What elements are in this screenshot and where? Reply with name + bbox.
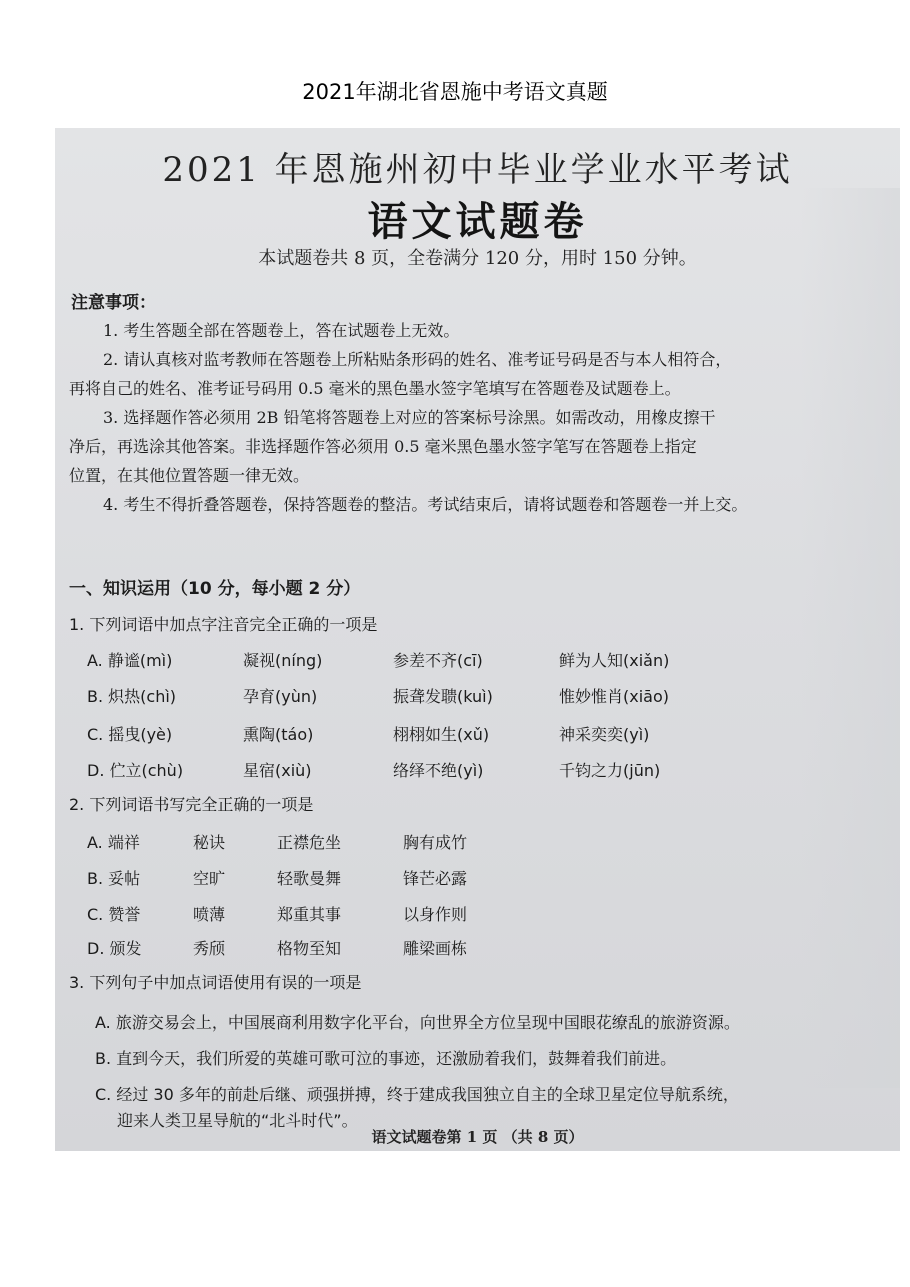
q3-option-c: C. 经过 30 多年的前赴后继、顽强拼搏，终于建成我国独立自主的全球卫星定位导航系统， xyxy=(95,1085,739,1104)
q2-c-term1: C. 赞誉 xyxy=(87,905,141,924)
q2-b-term4: 锋芒必露 xyxy=(403,869,468,888)
notice-item: 净后，再选涂其他答案。非选择题作答必须用 0.5 毫米黑色墨水签字笔写在答题卷上指定 xyxy=(69,437,697,456)
q2-a-term3: 正襟危坐 xyxy=(277,833,342,852)
q1-d-term3: 络绎不绝(yì) xyxy=(393,761,484,780)
notice-item: 再将自己的姓名、准考证号码用 0.5 毫米的黑色墨水签字笔填写在答题卷及试题卷上。 xyxy=(69,379,681,398)
q1-d-term2: 星宿(xiù) xyxy=(243,761,312,780)
q2-a-term4: 胸有成竹 xyxy=(403,833,468,852)
q2-d-term4: 雕梁画栋 xyxy=(403,939,468,958)
q2-c-term3: 郑重其事 xyxy=(277,905,342,924)
q1-c-term3: 栩栩如生(xǔ) xyxy=(393,725,490,744)
q2-d-term2: 秀颀 xyxy=(193,939,226,958)
q1-b-term3: 振聋发聩(kuì) xyxy=(393,687,493,706)
q1-d-term4: 千钧之力(jūn) xyxy=(559,761,661,780)
q2-b-term3: 轻歌曼舞 xyxy=(277,869,342,888)
q2-d-term3: 格物至知 xyxy=(277,939,342,958)
q1-c-term2: 熏陶(táo) xyxy=(243,725,314,744)
question-2-stem: 2. 下列词语书写完全正确的一项是 xyxy=(69,795,314,814)
q1-a-term2: 凝视(níng) xyxy=(243,651,323,670)
q2-b-term1: B. 妥帖 xyxy=(87,869,141,888)
q3-option-a: A. 旅游交易会上，中国展商利用数字化平台，向世界全方位呈现中国眼花缭乱的旅游资源。 xyxy=(95,1013,740,1032)
exam-photo xyxy=(55,128,900,1151)
q1-b-term2: 孕育(yùn) xyxy=(243,687,318,706)
notice-item: 2. 请认真核对监考教师在答题卷上所粘贴条形码的姓名、准考证号码是否与本人相符合， xyxy=(103,350,732,369)
notice-item: 4. 考生不得折叠答题卷，保持答题卷的整洁。考试结束后，请将试题卷和答题卷一并上交。 xyxy=(103,495,748,514)
q1-a-term4: 鲜为人知(xiǎn) xyxy=(559,651,670,670)
document-title: 2021年湖北省恩施中考语文真题 xyxy=(302,80,608,104)
exam-title: 2021 年恩施州初中毕业学业水平考试 xyxy=(162,150,793,190)
q2-b-term2: 空旷 xyxy=(193,869,226,888)
page-footer: 语文试题卷第 1 页 （共 8 页） xyxy=(371,1128,584,1146)
q1-c-term1: C. 摇曳(yè) xyxy=(87,725,173,744)
q1-d-term1: D. 伫立(chù) xyxy=(87,761,184,780)
q2-a-term1: A. 端祥 xyxy=(87,833,140,852)
q2-a-term2: 秘诀 xyxy=(193,833,226,852)
notice-item: 位置，在其他位置答题一律无效。 xyxy=(69,466,310,485)
q2-d-term1: D. 颁发 xyxy=(87,939,142,958)
question-3-stem: 3. 下列句子中加点词语使用有误的一项是 xyxy=(69,973,362,992)
q2-c-term4: 以身作则 xyxy=(403,905,468,924)
notice-list xyxy=(69,316,889,519)
paper-title: 语文试题卷 xyxy=(367,198,588,245)
question-1-stem: 1. 下列词语中加点字注音完全正确的一项是 xyxy=(69,615,378,634)
q1-c-term4: 神采奕奕(yì) xyxy=(559,725,650,744)
notice-heading: 注意事项： xyxy=(71,293,156,313)
notice-item: 3. 选择题作答必须用 2B 铅笔将答题卷上对应的答案标号涂黑。如需改动，用橡皮擦干 xyxy=(103,408,716,427)
q3-option-c-cont: 迎来人类卫星导航的“北斗时代”。 xyxy=(117,1111,358,1130)
q1-b-term4: 惟妙惟肖(xiāo) xyxy=(559,687,669,706)
paper-subtitle: 本试题卷共 8 页，全卷满分 120 分，用时 150 分钟。 xyxy=(258,248,697,269)
q1-b-term1: B. 炽热(chì) xyxy=(87,687,177,706)
notice-item: 1. 考生答题全部在答题卷上，答在试题卷上无效。 xyxy=(103,321,460,340)
q1-a-term1: A. 静谧(mì) xyxy=(87,651,173,670)
q2-c-term2: 喷薄 xyxy=(193,905,226,924)
q3-option-b: B. 直到今天，我们所爱的英雄可歌可泣的事迹，还激励着我们，鼓舞着我们前进。 xyxy=(95,1049,677,1068)
q1-a-term3: 参差不齐(cī) xyxy=(393,651,483,670)
section-heading: 一、知识运用（10 分，每小题 2 分） xyxy=(69,579,361,599)
